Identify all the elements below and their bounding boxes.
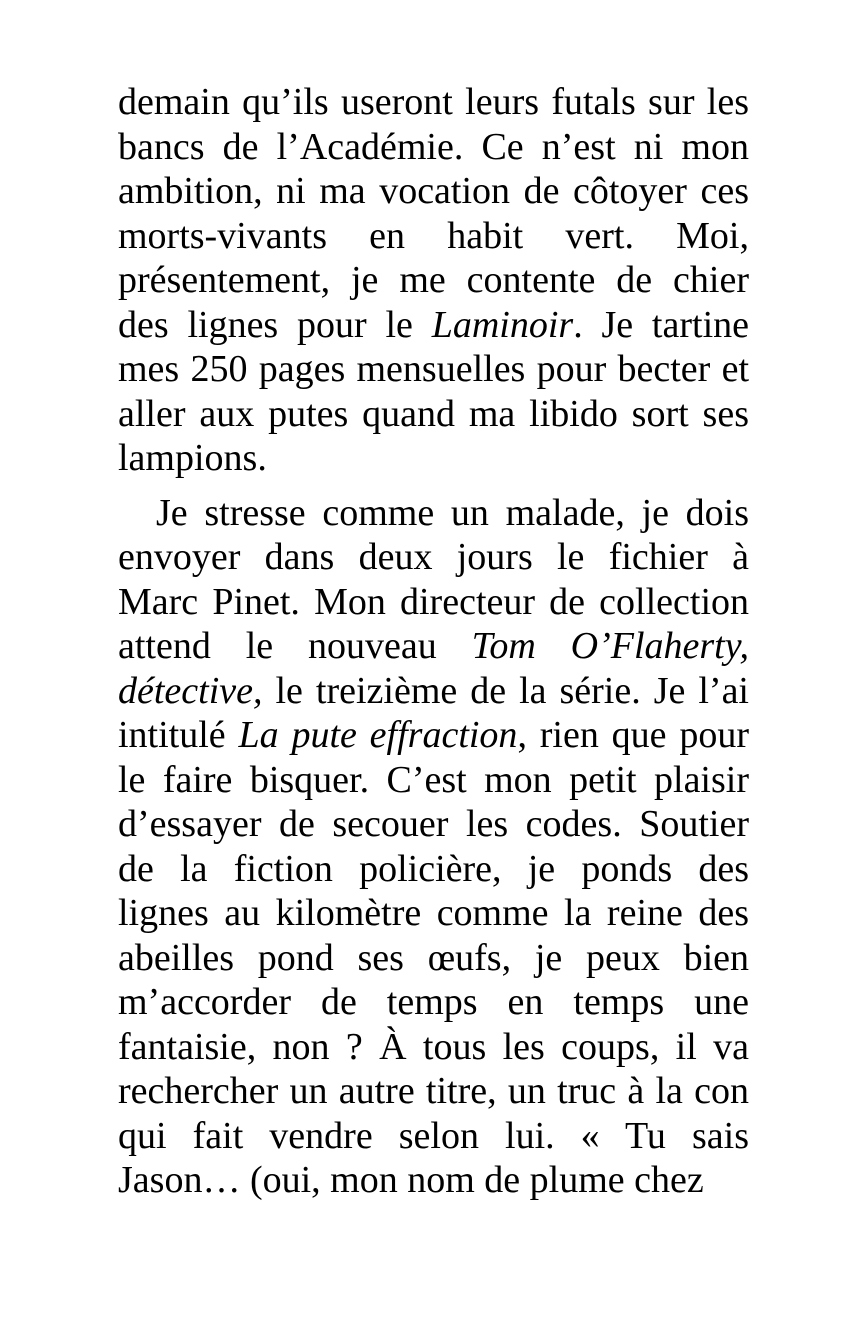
paragraph-indented [118,491,749,1203]
text-segment: . Je tartine mes 250 pages mensuelles pour becter et aller aux putes quand ma libido sort ses lampions. [118,303,749,479]
book-title-tom-oflaherty: Tom O’Flaherty, détective, [118,625,749,712]
text-segment: Je stresse comme un malade, je dois envoyer dans deux jours le fichier à Marc Pinet. Mon directeur de collection attend le nouveau [118,491,749,667]
book-title-laminoir: Laminoir [431,303,574,346]
text-segment: le treizième de la série. Je l’ai intitulé [118,669,749,756]
paragraph-continuation [118,80,749,481]
book-page-text [118,80,749,1203]
book-title-la-pute-effraction: La pute effraction [238,714,518,756]
text-segment: demain qu’ils useront leurs futals sur les bancs de l’Académie. Ce n’est ni mon ambition, ni ma vocation de côtoyer ces morts-vivants en habit vert. Moi, présentement, je me contente de chier des lignes pour le [118,81,749,346]
text-segment: , rien que pour le faire bisquer. C’est mon petit plaisir d’essayer de secouer les codes. Soutier de la fiction policière, je ponds des lignes au kilomètre comme la reine des abeilles pond ses œufs, je peux bien m’accorder de temps en temps une fantaisie, non ? À tous les coups, il va rechercher un autre titre, un truc à la con qui fait vendre selon lui. « Tu sais Jason… (oui, mon nom de plume chez [118,714,749,1201]
